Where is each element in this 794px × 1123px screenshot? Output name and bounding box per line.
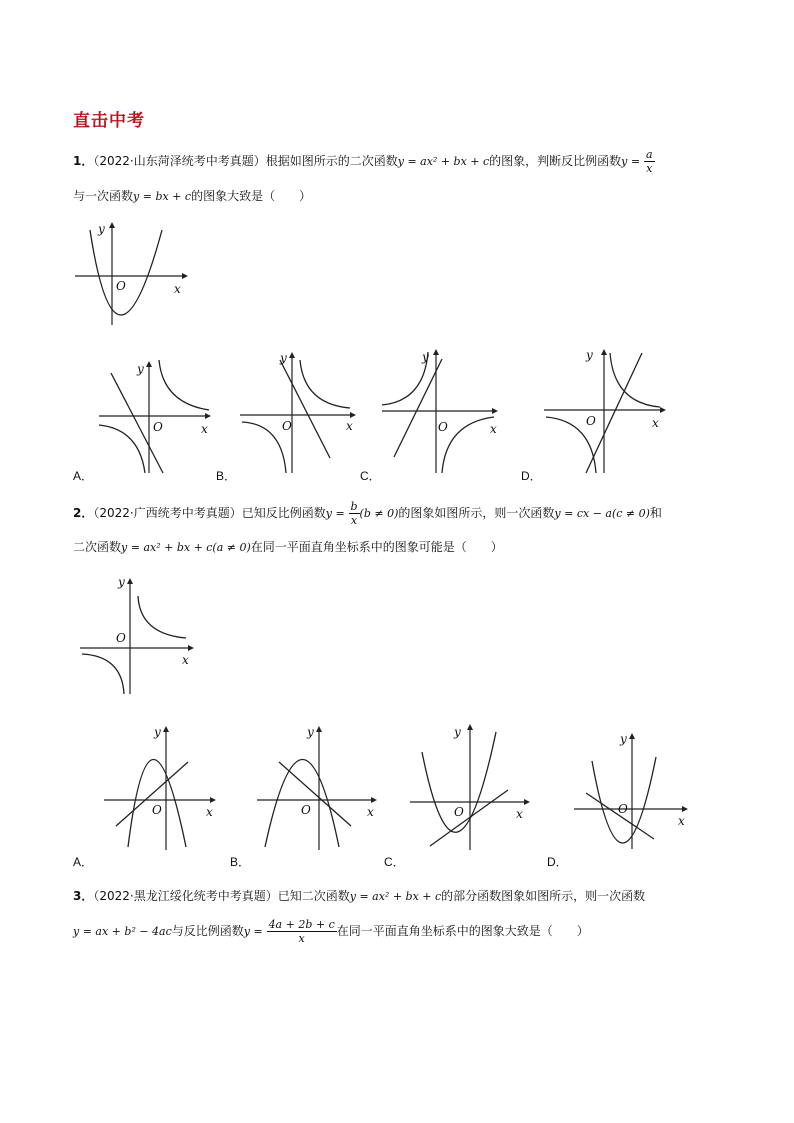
x-axis-label: x <box>652 416 659 430</box>
fraction-numerator: a <box>645 148 653 161</box>
question-2-option-c-graph <box>408 722 533 852</box>
y-axis-label: y <box>118 575 125 589</box>
question-1-option-a-graph <box>97 355 217 475</box>
x-axis-label: x <box>174 282 181 296</box>
question-2-hyperbola-figure <box>78 572 198 697</box>
question-1-text: 根据如图所示的二次函数 <box>265 154 398 168</box>
question-2-option-a-label[interactable]: A． <box>73 855 94 869</box>
question-2-fraction <box>349 500 360 527</box>
question-1-linear-eq: y = bx + c <box>133 190 192 203</box>
x-axis-label: x <box>346 419 353 433</box>
question-2-text: 二次函数 <box>73 540 122 554</box>
question-3-linear-eq: y = ax + b² − 4ac <box>73 925 172 938</box>
fraction-numerator: b <box>350 500 358 513</box>
question-1-option-d-graph <box>542 345 672 475</box>
origin-label: O <box>454 805 464 819</box>
question-3-text: 的部分函数图象如图所示，则一次函数 <box>441 889 646 903</box>
question-3-number: 3． <box>73 889 94 903</box>
origin-label: O <box>618 802 628 816</box>
question-1-text: 与一次函数 <box>73 189 134 203</box>
question-1-quadratic-eq: y = ax² + bx + c <box>397 155 490 168</box>
question-2-option-a-graph <box>102 722 220 852</box>
x-axis-label: x <box>367 805 374 819</box>
origin-label: O <box>152 803 162 817</box>
question-3-line-1 <box>73 887 645 904</box>
question-2-option-d-label[interactable]: D． <box>547 855 568 869</box>
question-2-condition: (b ≠ 0) <box>359 507 399 520</box>
question-1-option-d-label[interactable]: D． <box>521 469 542 483</box>
question-2-option-b-graph <box>255 722 380 852</box>
question-2-linear-eq: y = cx − a(c ≠ 0) <box>554 507 650 520</box>
y-axis-label: y <box>454 725 461 739</box>
fraction-denominator: x <box>298 932 305 945</box>
question-2-text: 的图象如图所示，则一次函数 <box>398 506 555 520</box>
question-3-text: 已知二次函数 <box>277 889 350 903</box>
question-1-option-b-graph <box>238 350 358 475</box>
question-2-text: 和 <box>649 506 662 520</box>
question-3-line-2 <box>73 918 589 945</box>
question-3-text: 在同一平面直角坐标系中的图象大致是（ ） <box>336 924 589 938</box>
question-3-source: （2022·黑龙江绥化统考中考真题） <box>93 889 278 903</box>
question-1-option-c-label[interactable]: C． <box>360 469 381 483</box>
x-axis-label: x <box>490 422 497 436</box>
question-2-line-1 <box>73 500 662 527</box>
question-3-quadratic-eq: y = ax² + bx + c <box>349 890 442 903</box>
question-3-inverse-eq-left: y = <box>243 925 263 938</box>
y-axis-label: y <box>620 732 627 746</box>
question-2-number: 2． <box>73 506 94 520</box>
question-1-line-1 <box>73 148 655 175</box>
y-axis-label: y <box>307 725 314 739</box>
question-2-text: 已知反比例函数 <box>241 506 326 520</box>
y-axis-label: y <box>98 222 105 236</box>
question-2-source: （2022·广西统考中考真题） <box>93 506 242 520</box>
question-2-option-b-label[interactable]: B． <box>230 855 251 869</box>
question-3-text: 与反比例函数 <box>171 924 244 938</box>
x-axis-label: x <box>201 422 208 436</box>
question-3-fraction <box>267 918 337 945</box>
origin-label: O <box>116 279 126 293</box>
question-1-option-a-label[interactable]: A． <box>73 469 94 483</box>
question-1-number: 1． <box>73 154 94 168</box>
origin-label: O <box>438 420 448 434</box>
question-2-option-d-graph <box>572 727 694 852</box>
y-axis-label: y <box>422 350 429 364</box>
fraction-denominator: x <box>350 514 358 527</box>
question-1-option-b-label[interactable]: B． <box>216 469 237 483</box>
question-1-option-c-graph <box>380 347 505 475</box>
y-axis-label: y <box>137 362 144 376</box>
question-1-parabola-figure <box>70 220 190 330</box>
y-axis-label: y <box>154 725 161 739</box>
y-axis-label: y <box>586 348 593 362</box>
question-2-line-2 <box>73 538 503 555</box>
question-1-inverse-eq-left: y = <box>621 155 641 168</box>
question-1-text: 的图象大致是（ ） <box>191 189 312 203</box>
question-2-text: 在同一平面直角坐标系中的图象可能是（ ） <box>250 540 503 554</box>
question-2-inverse-eq-left: y = <box>325 507 345 520</box>
question-2-option-c-label[interactable]: C． <box>384 855 405 869</box>
y-axis-label: y <box>280 351 287 365</box>
question-1-text: 的图象，判断反比例函数 <box>489 154 622 168</box>
question-2-quadratic-eq: y = ax² + bx + c(a ≠ 0) <box>121 541 251 554</box>
origin-label: O <box>116 631 126 645</box>
origin-label: O <box>282 419 292 433</box>
x-axis-label: x <box>206 805 213 819</box>
section-heading: 直击中考 <box>73 111 145 131</box>
question-1-line-2 <box>73 187 311 204</box>
fraction-denominator: x <box>646 162 653 175</box>
x-axis-label: x <box>516 807 523 821</box>
fraction-numerator: 4a + 2b + c <box>268 918 335 931</box>
question-1-fraction <box>644 148 655 175</box>
x-axis-label: x <box>182 653 189 667</box>
question-1-source: （2022·山东菏泽统考中考真题） <box>93 154 266 168</box>
origin-label: O <box>153 420 163 434</box>
origin-label: O <box>586 414 596 428</box>
origin-label: O <box>301 803 311 817</box>
x-axis-label: x <box>678 814 685 828</box>
